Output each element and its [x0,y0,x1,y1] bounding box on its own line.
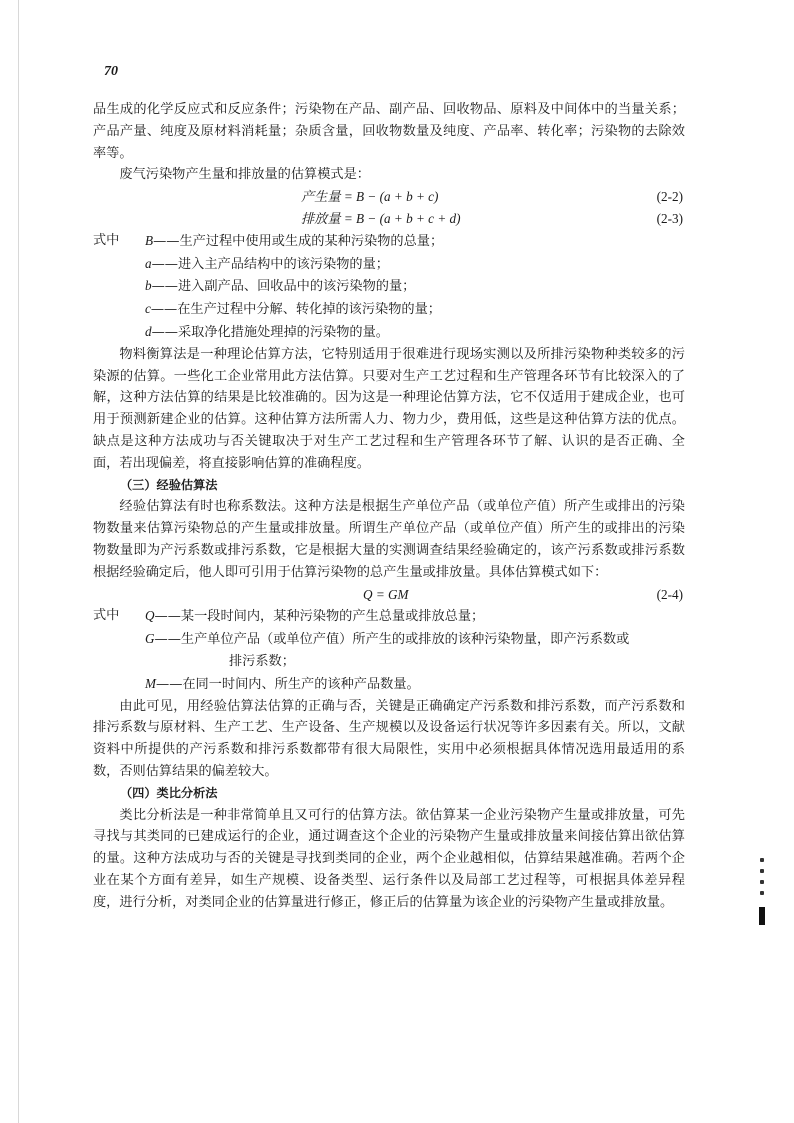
definition-row [93,275,685,298]
definition-row [93,321,685,344]
paragraph-coefficient-notes: 由此可见，用经验估算法估算的正确与否，关键是正确确定产污系数和排污系数，而产污系数和排污系数与原材料、生产工艺、生产设备、生产规模以及设备运行状况等许多因素有关。所以，文献资料中所提供的产污系数和排污系数都带有很大局限性，实用中必须根据具体情况选用最适用的系数，否则估算结果的偏差较大。 [93,698,685,779]
formula-2-2 [93,186,685,208]
definition-text: ——生产单位产品（或单位产值）所产生的或排放的该种污染物量，即产污系数或 [154,632,630,648]
binding-edge-line [18,0,19,1123]
symbol: G [145,631,155,647]
definition-text: ——在生产过程中分解、转化掉的该污染物的量； [150,302,441,318]
definition-text: 排污系数； [229,653,295,669]
symbol: a [145,255,152,271]
definition-row-continued [93,651,685,673]
definition-text: ——生产过程中使用或生成的某种污染物的总量； [153,233,444,249]
scan-margin-marks [757,858,767,925]
definition-row [93,673,685,696]
paragraph-formula-intro: 废气污染物产生量和排放量的估算模式是： [119,167,370,183]
symbol: B [145,232,154,248]
page-number: 70 [104,64,118,79]
definition-text: ——进入副产品、回收品中的该污染物的量； [151,279,416,295]
equation-number: (2-3) [656,210,683,226]
formula-expression: 排放量 = B − (a + b + c + d) [301,210,461,226]
paragraph-analogy-method: 类比分析法是一种非常简单且又可行的估算方法。欲估算某一企业污染物产生量或排放量，可先寻找与其类同的已建成运行的企业，通过调查这个企业的污染物产生量或排放量来间接估算出欲估算的量。这种方法成功与否的关键是寻找到类同的企业，两个企业越相似，估算结果越准确。若两个企业在某个方面有差异，如生产规模、设备类型、运行条件以及局部工艺过程等，可根据具体差异程度，进行分析，对类同企业的估算量进行修正，修正后的估算量为该企业的污染物产生量或排放量。 [93,807,685,910]
scan-dot [760,880,764,884]
where-label: 式中 [93,608,120,624]
formula-2-4 [93,584,685,606]
definition-text: ——在同一时间内、所生产的该种产品数量。 [156,676,420,692]
symbol: Q [145,608,155,624]
scan-dot [760,891,764,895]
definition-text: ——进入主产品结构中的该污染物的量； [151,256,389,272]
section-heading-empirical: （三）经验估算法 [120,477,218,492]
definition-row [93,230,685,253]
scan-dot [760,858,764,862]
formula-2-3 [93,208,685,230]
formula-expression: 产生量 = B − (a + b + c) [301,189,439,205]
paragraph-material-balance: 物料衡算法是一种理论估算方法，它特别适用于很难进行现场实测以及所排污染物种类较多的污染源的估算。一些化工企业常用此方法估算。只要对生产工艺过程和生产管理各环节有比较深入的了解，这种方法估算的结果是比较准确的。因为这是一种理论估算方法，它不仅适用于建成企业，也可用于预测新建企业的估算。这种估算方法所需人力、物力少，费用低，这些是这种估算方法的优点。缺点是这种方法成功与否关键取决于对生产工艺过程和生产管理各环节了解、认识的是否正确、全面，若出现偏差，将直接影响估算的准确程度。 [93,346,685,471]
section-heading-analogy: （四）类比分析法 [120,785,218,800]
variable-definitions-1 [93,230,685,344]
page-body [93,99,685,913]
equation-number: (2-4) [656,586,683,602]
symbol: M [145,675,156,691]
equation-number: (2-2) [656,189,683,205]
definition-row [93,298,685,321]
paragraph-empirical-method: 经验估算法有时也称系数法。这种方法是根据生产单位产品（或单位产值）所产生或排出的污染物数量来估算污染物总的产生量或排放量。所谓生产单位产品（或单位产值）所产生的或排出的污染物数量即为产污系数或排污系数，它是根据大量的实测调查结果经验确定的，该产污系数或排污系数根据经验确定后，他人即可引用于估算污染物的总产生量或排放量。具体估算模式如下： [93,499,685,580]
definition-text: ——采取净化措施处理掉的污染物的量。 [151,324,389,340]
definition-row [93,605,685,628]
variable-definitions-2 [93,605,685,695]
symbol: b [145,278,152,294]
scan-bar [759,907,765,925]
definition-row [93,253,685,276]
formula-expression: Q = GM [363,586,409,602]
symbol: d [145,323,152,339]
symbol: c [145,301,151,317]
where-label: 式中 [93,232,120,248]
scan-dot [760,869,764,873]
definition-row [93,628,685,651]
definition-text: ——某一段时间内，某种污染物的产生总量或排放总量； [154,609,485,625]
paragraph-continuation: 品生成的化学反应式和反应条件；污染物在产品、副产品、回收物品、原料及中间体中的当量关系；产品产量、纯度及原材料消耗量；杂质含量，回收物数量及纯度、产品率、转化率；污染物的去除效率等。 [93,102,685,161]
